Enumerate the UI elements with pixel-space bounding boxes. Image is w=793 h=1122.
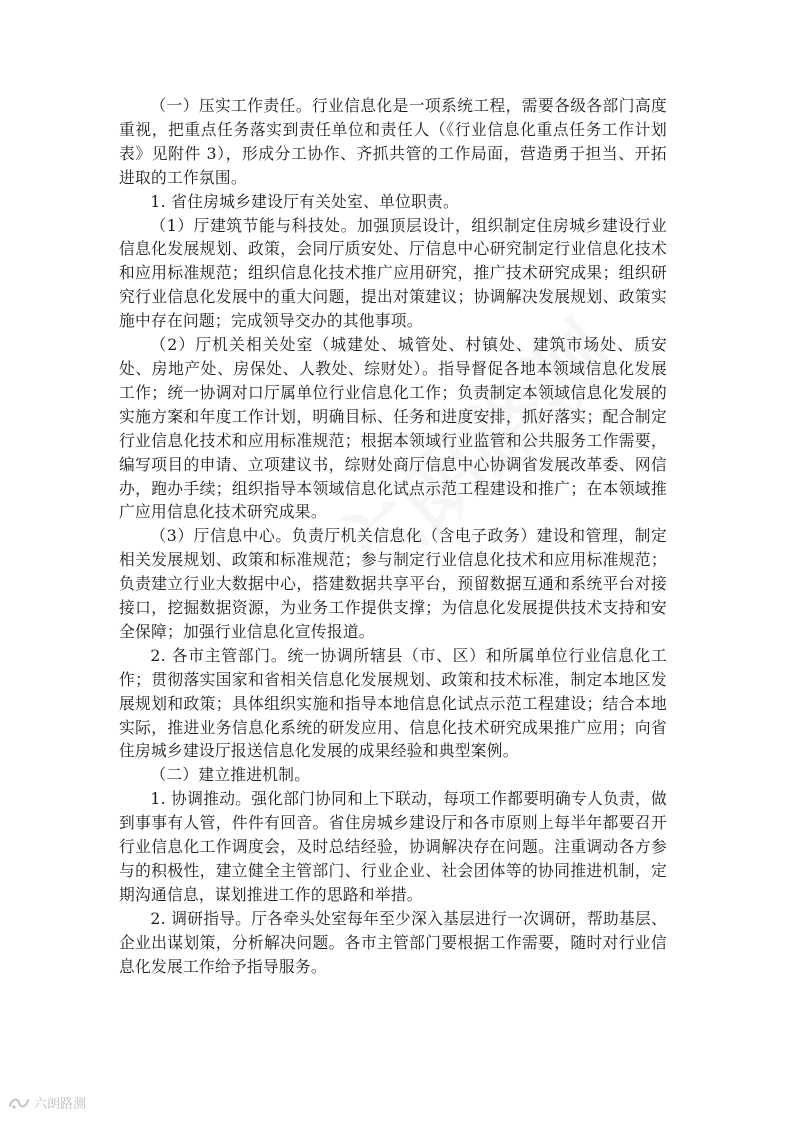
paragraph-coordination: 1. 协调推动。强化部门协同和上下联动，每项工作都要明确专人负责，做到事事有人管，件件有回音。省住房城乡建设厅和各市原则上每半年都要召开行业信息化工作调度会，及时总结经验，协调解决存在问题。注重调动各方参与的积极性，建立健全主管部门、行业企业、社会团体等的协同推进机制，定期沟通信息，谋划推进工作的思路和举措。 bbox=[119, 789, 667, 904]
paragraph-research-guidance: 2. 调研指导。厅各牵头处室每年至少深入基层进行一次调研，帮助基层、企业出谋划策，分析解决问题。各市主管部门要根据工作需要，随时对行业信息化发展工作给予指导服务。 bbox=[119, 908, 667, 976]
document-body bbox=[119, 94, 667, 979]
paragraph-department-duties-heading: 1. 省住房城乡建设厅有关处室、单位职责。 bbox=[150, 191, 460, 211]
footer-brand bbox=[8, 1093, 86, 1112]
paragraph-related-divisions: （2）厅机关相关处室（城建处、城管处、村镇处、建筑市场处、质安处、房地产处、房保处、人教处、综财处）。指导督促各地本领域信息化发展工作；统一协调对口厅属单位行业信息化工作；负责制定本领域信息化发展的实施方案和年度工作计划，明确目标、任务和进度安排，抓好落实；配合制定行业信息化技术和应用标准规范；根据本领域行业监管和公共服务工作需要，编写项目的申请、立项建议书，综财处商厅信息中心协调省发展改革委、网信办，跑办手续；组织指导本领域信息化试点示范工程建设和推广；在本领域推广应用信息化技术研究成果。 bbox=[119, 335, 667, 522]
paragraph-tech-division: （1）厅建筑节能与科技处。加强顶层设计，组织制定住房城乡建设行业信息化发展规划、政策，会同厅质安处、厅信息中心研究制定行业信息化技术和应用标准规范；组织信息化技术推广应用研究，推广技术研究成果；组织研究行业信息化发展中的重大问题，提出对策建议；协调解决发展规划、政策实施中存在问题；完成领导交办的其他事项。 bbox=[119, 215, 667, 331]
paragraph-city-authorities: 2. 各市主管部门。统一协调所辖县（市、区）和所属单位行业信息化工作；贯彻落实国家和省相关信息化发展规划、政策和技术标准，制定本地区发展规划和政策；具体组织实施和指导本地信息化试点示范工程建设；结合本地实际，推进业务信息化系统的研发应用、信息化技术研究成果推广应用；向省住房城乡建设厅报送信息化发展的成果经验和典型案例。 bbox=[119, 645, 667, 761]
paragraph-responsibility: （一）压实工作责任。行业信息化是一项系统工程，需要各级各部门高度重视，把重点任务落实到责任单位和责任人（《行业信息化重点任务工作计划表》见附件 3），形成分工协作、齐抓共管的工作局面，营造勇于担当、开拓进取的工作氛围。 bbox=[119, 96, 667, 187]
paragraph-mechanism-heading: （二）建立推进机制。 bbox=[150, 765, 311, 785]
logo-icon bbox=[8, 1096, 30, 1110]
paragraph-info-center: （3）厅信息中心。负责厅机关信息化（含电子政务）建设和管理，制定相关发展规划、政策和标准规范；参与制定行业信息化技术和应用标准规范；负责建立行业大数据中心，搭建数据共享平台，预留数据互通和系统平台对接接口，挖掘数据资源，为业务工作提供支撑；为信息化发展提供技术支持和安全保障；加强行业信息化宣传报道。 bbox=[119, 526, 667, 641]
footer-brand-text: 六朗路测 bbox=[34, 1097, 87, 1112]
